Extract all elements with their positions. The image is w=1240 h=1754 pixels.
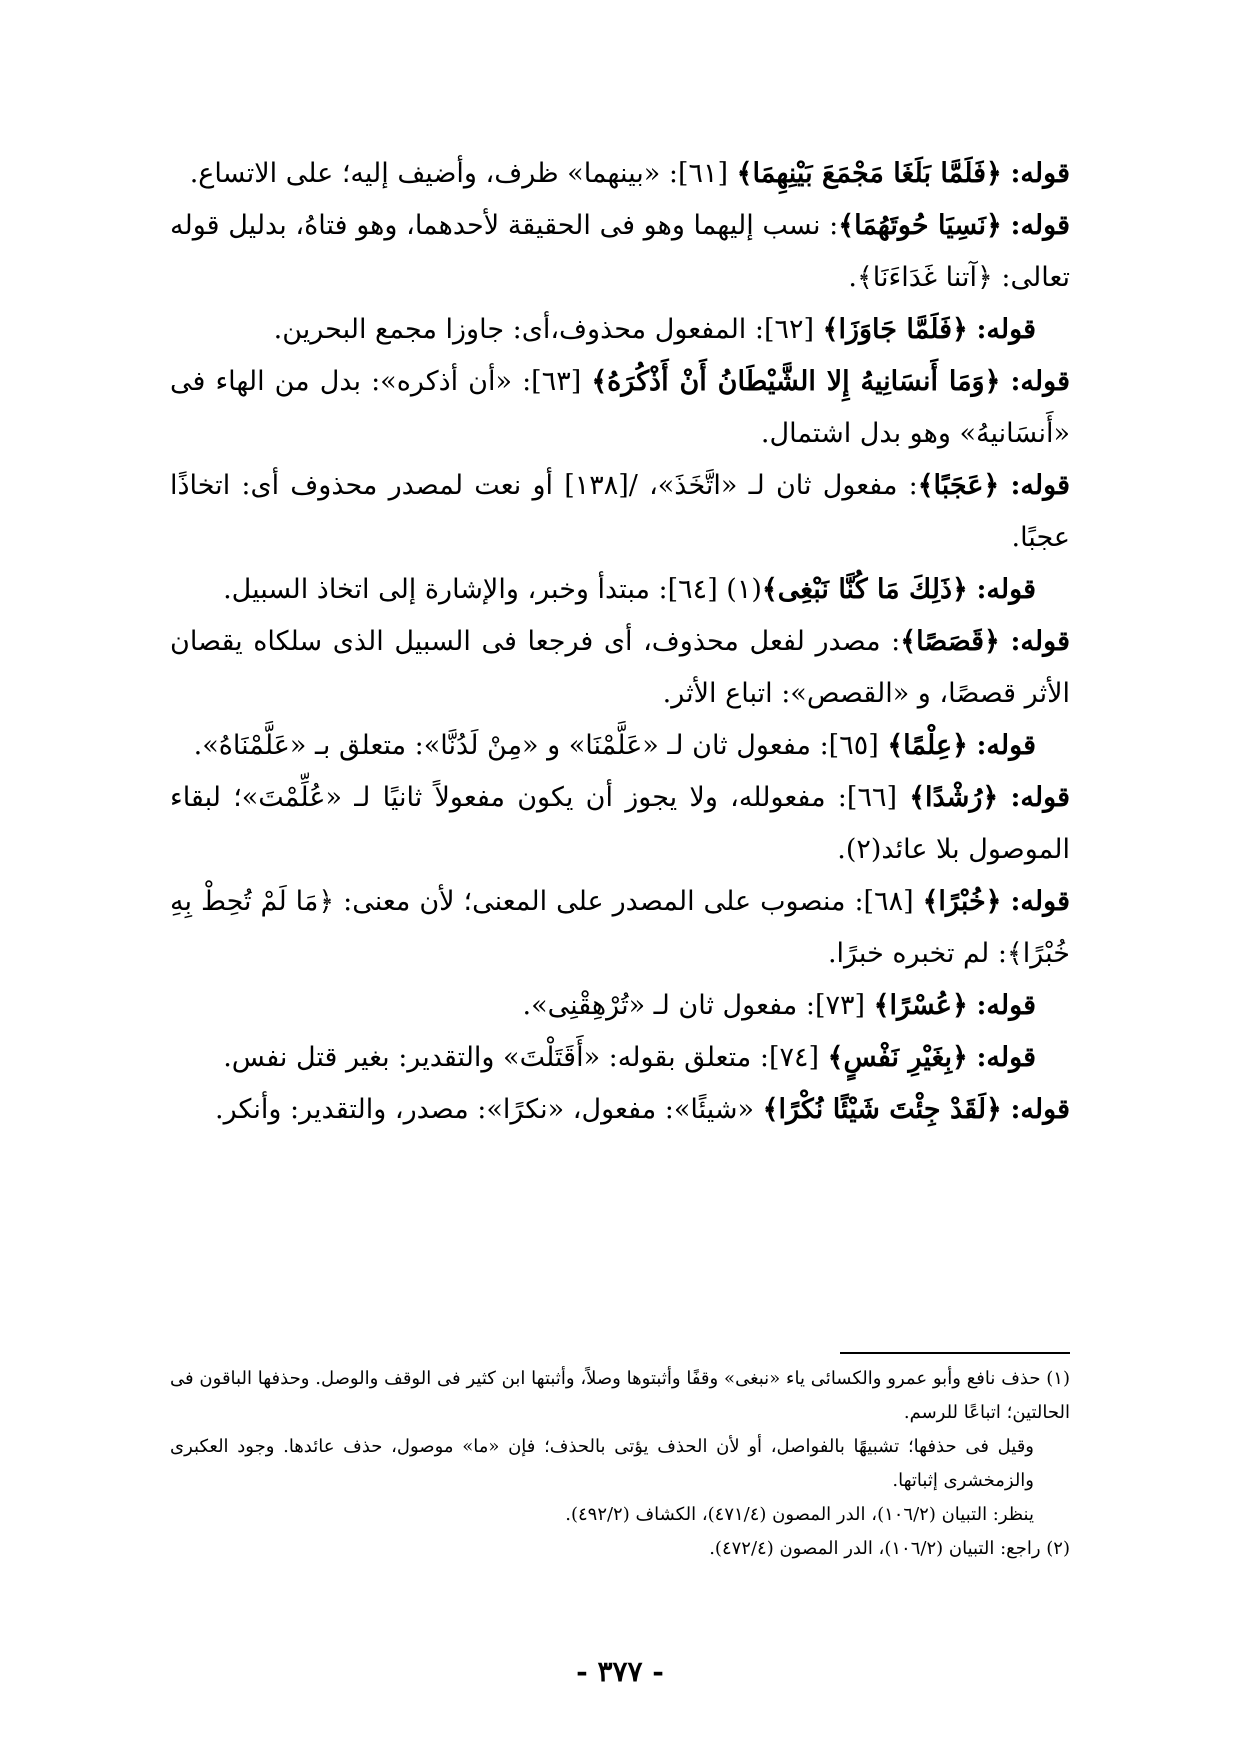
paragraph-lead: قوله: [1010,210,1071,241]
main-text [170,148,1070,1136]
paragraph [170,616,1070,720]
paragraph [170,148,1070,200]
paragraph [170,460,1070,564]
quran-verse: ﴿فَلَمَّا بَلَغَا مَجْمَعَ بَيْنِهِمَا﴾ [736,158,1002,189]
quran-verse: ﴿رُشْدًا﴾ [909,782,999,813]
paragraph-lead: قوله: [1010,626,1070,657]
paragraph-lead: قوله: [1010,1094,1070,1125]
footnote-references: ينظر: التبيان (١٠٦/٢)، الدر المصون (٤٧١/٤)، الكشاف (٤٩٢/٢). [565,1504,1034,1525]
quran-verse: ﴿خُبْرًا﴾ [922,886,1002,917]
quran-verse: ﴿فَلَمَّا جَاوَزَا﴾ [822,314,968,345]
paragraph-text: [٦٣]: «أن أذكره»: بدل من الهاء فى «أَنسَانيهُ» وهو بدل اشتمال. [170,366,1070,449]
quran-verse: ﴿بِغَيْرِ نَفْسٍ﴾ [827,1042,968,1073]
paragraph-text: [٦٥]: مفعول ثان لـ «عَلَّمْنَا» و «مِنْ لَدُنَّا»: متعلق بـ «عَلَّمْنَاهُ». [193,730,888,761]
quran-verse: ﴿قَصَصًا﴾ [900,626,1000,657]
paragraph [170,980,1070,1032]
paragraph [170,564,1070,616]
paragraph-lead: قوله: [976,314,1036,345]
paragraph-text: : مفعول ثان لـ «اتَّخَذَ»، /[١٣٨] أو نعت لمصدر محذوف أى: اتخاذًا عجبًا. [170,470,1070,553]
paragraph-text: [٦٨]: منصوب على المصدر على المعنى؛ لأن معنى: ﴿مَا لَمْ تُحِطْ بِهِ خُبْرًا﴾: لم تخبره خبرًا. [170,886,1070,969]
paragraph-text: : مصدر لفعل محذوف، أى فرجعا فى السبيل الذى سلكاه يقصان الأثر قصصًا، و «القصص»: اتباع الأثر. [170,626,1070,709]
paragraph-lead: قوله: [976,730,1036,761]
quran-verse: ﴿نَسِيَا حُوتَهُمَا﴾ [838,210,1002,241]
quran-verse: ﴿عِلْمًا﴾ [887,730,968,761]
paragraph-lead: قوله: [1010,366,1070,397]
paragraph-text: [٦٢]: المفعول محذوف،أى: جاوزا مجمع البحرين. [273,314,823,345]
footnote: (١) حذف نافع وأبو عمرو والكسائى ياء «نبغى» وقفًا وأثبتوها وصلاً، وأثبتها ابن كثير فى الوقف والوصل. وحذفها الباقون فى الحالتين؛ اتباعًا للرسم. [170,1368,1070,1423]
paragraph-lead: قوله: [1010,470,1070,501]
paragraph-text: [٧٣]: مفعول ثان لـ «تُرْهِقْنِى». [522,990,874,1021]
paragraph [170,1032,1070,1084]
paragraph-text: (١) [٦٤]: مبتدأ وخبر، والإشارة إلى اتخاذ السبيل. [223,574,762,605]
footnote-continuation: وقيل فى حذفها؛ تشبيهًا بالفواصل، أو لأن الحذف يؤتى بالحذف؛ فإن «ما» موصول، حذف عائدها. وجود العكبرى والزمخشرى إثباتها. [170,1436,1034,1491]
paragraph-lead: قوله: [1010,782,1070,813]
paragraph [170,200,1070,304]
quran-verse: ﴿لَقَدْ جِئْتَ شَيْئًا نُكْرًا﴾ [762,1094,1002,1125]
paragraph-text: «شيئًا»: مفعول، «نكرًا»: مصدر، والتقدير: وأنكر. [214,1094,763,1125]
paragraph-text: [٦٦]: مفعولله، ولا يجوز أن يكون مفعولاً ثانيًا لـ «عُلِّمْتَ»؛ لبقاء الموصول بلا عائد(٢). [170,782,1070,865]
paragraph-lead: قوله: [976,990,1036,1021]
paragraph-lead: قوله: [976,1042,1036,1073]
quran-verse: ﴿وَمَا أَنسَانِيهُ إِلا الشَّيْطَانُ أَنْ أَذْكُرَهُ﴾ [591,366,1001,397]
paragraph [170,772,1070,876]
paragraph-text: [٦١]: «بينهما» ظرف، وأضيف إليه؛ على الاتساع. [189,158,737,189]
page-number: - ٣٧٧ - [576,1655,664,1688]
paragraph [170,720,1070,772]
footnote: (٢) راجع: التبيان (١٠٦/٢)، الدر المصون (٤٧٢/٤). [709,1538,1070,1559]
paragraph [170,356,1070,460]
paragraph-lead: قوله: [976,574,1036,605]
paragraph [170,304,1070,356]
paragraph-lead: قوله: [1010,886,1070,917]
footnote-divider [840,1352,1070,1354]
paragraph-text: : نسب إليهما وهو فى الحقيقة لأحدهما، وهو فتاهُ، بدليل قوله تعالى: ﴿آتنا غَدَاءَنَا﴾. [170,210,1070,293]
quran-verse: ﴿عُسْرًا﴾ [873,990,968,1021]
paragraph [170,876,1070,980]
paragraph [170,1084,1070,1136]
paragraph-text: [٧٤]: متعلق بقوله: «أَقَتَلْتَ» والتقدير: بغير قتل نفس. [223,1042,828,1073]
quran-verse: ﴿ذَلِكَ مَا كُنَّا نَبْغِى﴾ [761,574,968,605]
footnotes [170,1362,1070,1566]
paragraph-lead: قوله: [1010,158,1070,189]
quran-verse: ﴿عَجَبًا﴾ [917,470,1000,501]
